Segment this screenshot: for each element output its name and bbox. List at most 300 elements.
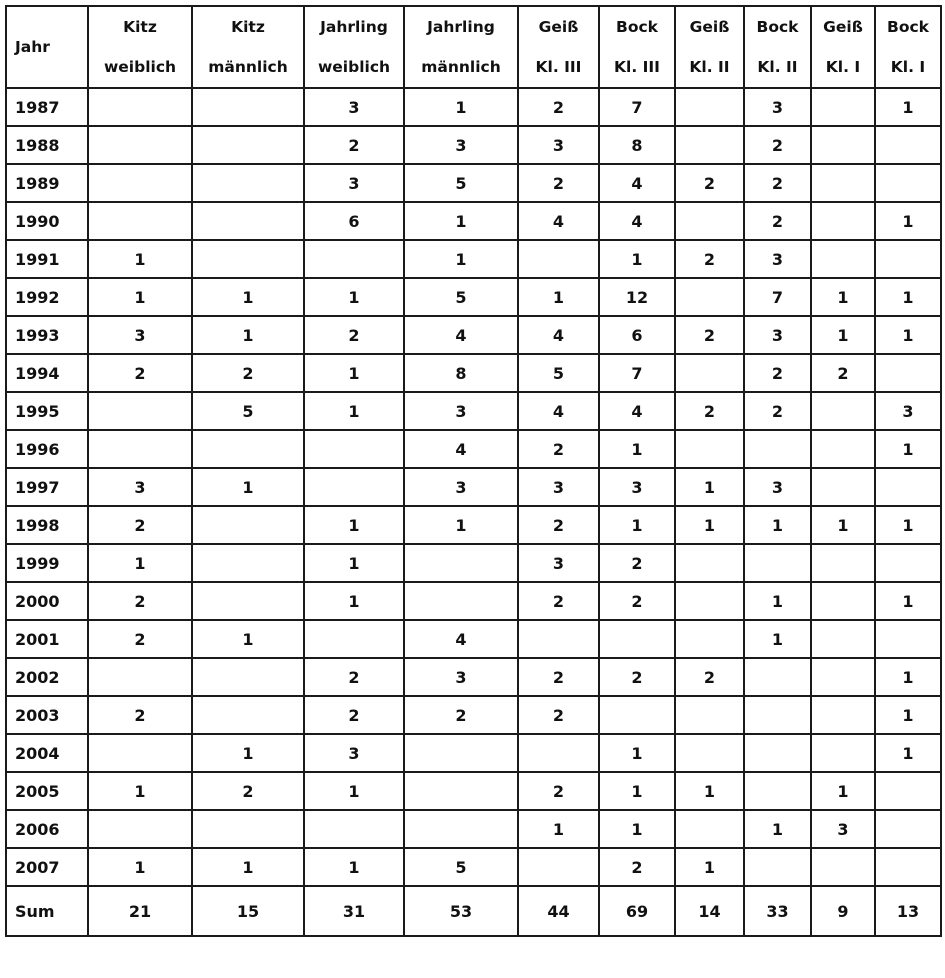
count-cell: 1: [518, 810, 599, 848]
sum-cell: 69: [599, 886, 675, 936]
table-row: [6, 392, 941, 430]
count-cell: [192, 658, 304, 696]
count-cell: [744, 848, 811, 886]
count-cell: 4: [404, 620, 518, 658]
column-header: [675, 6, 744, 88]
count-cell: 3: [88, 316, 192, 354]
year-cell: 1996: [6, 430, 88, 468]
table-row: [6, 202, 941, 240]
column-header-line2: Kl. III: [535, 58, 582, 76]
sum-cell: 13: [875, 886, 941, 936]
column-header-line1: Jahrling: [427, 18, 495, 36]
count-cell: [518, 734, 599, 772]
column-header-line2: weiblich: [103, 58, 177, 76]
year-cell: 1997: [6, 468, 88, 506]
count-cell: [304, 468, 404, 506]
column-header: [304, 6, 404, 88]
count-cell: [404, 582, 518, 620]
count-cell: 3: [304, 164, 404, 202]
count-cell: 1: [875, 202, 941, 240]
count-cell: [875, 354, 941, 392]
count-cell: [404, 810, 518, 848]
count-cell: [811, 658, 875, 696]
count-cell: 2: [518, 696, 599, 734]
count-cell: 1: [304, 544, 404, 582]
count-cell: [304, 240, 404, 278]
count-cell: 2: [744, 164, 811, 202]
count-cell: [811, 240, 875, 278]
count-cell: 1: [744, 506, 811, 544]
count-cell: 2: [599, 544, 675, 582]
table-row: [6, 620, 941, 658]
sum-cell: 53: [404, 886, 518, 936]
table-container: [5, 5, 942, 937]
count-cell: 1: [404, 88, 518, 126]
count-cell: 1: [192, 848, 304, 886]
count-cell: 8: [599, 126, 675, 164]
count-cell: [875, 772, 941, 810]
count-cell: 3: [304, 88, 404, 126]
count-cell: [404, 734, 518, 772]
table-row: [6, 316, 941, 354]
sum-label: Sum: [6, 886, 88, 936]
column-header-line1: Geiß: [823, 18, 863, 36]
count-cell: 8: [404, 354, 518, 392]
sum-cell: 14: [675, 886, 744, 936]
column-header-line2: Kl. III: [614, 58, 660, 76]
column-header-line2: Kl. I: [890, 58, 926, 76]
count-cell: [811, 544, 875, 582]
count-cell: 2: [88, 582, 192, 620]
count-cell: 1: [875, 88, 941, 126]
count-cell: 1: [404, 506, 518, 544]
table-row: [6, 468, 941, 506]
count-cell: 4: [599, 164, 675, 202]
sum-cell: 33: [744, 886, 811, 936]
column-header-line1: Bock: [887, 18, 929, 36]
year-cell: 1987: [6, 88, 88, 126]
count-cell: 5: [404, 278, 518, 316]
count-cell: [675, 430, 744, 468]
count-cell: [304, 810, 404, 848]
count-cell: 1: [811, 278, 875, 316]
table-row: [6, 544, 941, 582]
year-cell: 1992: [6, 278, 88, 316]
count-cell: 6: [304, 202, 404, 240]
year-cell: 2004: [6, 734, 88, 772]
table-row: [6, 354, 941, 392]
sum-cell: 44: [518, 886, 599, 936]
count-cell: 2: [811, 354, 875, 392]
count-cell: 4: [599, 202, 675, 240]
column-header-line1: Geiß: [538, 18, 579, 36]
count-cell: 5: [192, 392, 304, 430]
count-cell: 1: [875, 430, 941, 468]
count-cell: [675, 354, 744, 392]
count-cell: 2: [192, 354, 304, 392]
count-cell: 7: [744, 278, 811, 316]
year-cell: 1989: [6, 164, 88, 202]
count-cell: [404, 544, 518, 582]
count-cell: 1: [192, 468, 304, 506]
count-cell: [88, 126, 192, 164]
count-cell: 1: [304, 506, 404, 544]
count-cell: 1: [88, 278, 192, 316]
count-cell: [875, 810, 941, 848]
year-cell: 1995: [6, 392, 88, 430]
column-header-line2: weiblich: [317, 58, 391, 76]
year-cell: 2001: [6, 620, 88, 658]
year-cell: 2002: [6, 658, 88, 696]
column-header-line2: Kl. I: [825, 58, 861, 76]
count-cell: 2: [304, 316, 404, 354]
table-row: [6, 848, 941, 886]
count-cell: 2: [88, 354, 192, 392]
count-cell: [811, 126, 875, 164]
count-cell: 1: [88, 240, 192, 278]
count-cell: 1: [88, 848, 192, 886]
count-cell: 2: [675, 658, 744, 696]
count-cell: [675, 810, 744, 848]
count-cell: 12: [599, 278, 675, 316]
count-cell: 2: [518, 658, 599, 696]
count-cell: 3: [599, 468, 675, 506]
sum-cell: 31: [304, 886, 404, 936]
year-cell: 1993: [6, 316, 88, 354]
column-header-label: Jahr: [15, 38, 50, 56]
count-cell: [88, 88, 192, 126]
count-cell: [88, 658, 192, 696]
count-cell: [88, 164, 192, 202]
column-header: [88, 6, 192, 88]
count-cell: 2: [404, 696, 518, 734]
count-cell: 1: [304, 848, 404, 886]
count-cell: 1: [811, 506, 875, 544]
count-cell: [518, 848, 599, 886]
count-cell: [518, 240, 599, 278]
count-cell: 2: [599, 658, 675, 696]
count-cell: 2: [518, 430, 599, 468]
count-cell: 1: [404, 240, 518, 278]
count-cell: [192, 544, 304, 582]
count-cell: [675, 734, 744, 772]
count-cell: [192, 202, 304, 240]
count-cell: [675, 696, 744, 734]
sum-row: [6, 886, 941, 936]
sum-cell: 15: [192, 886, 304, 936]
count-cell: 3: [744, 240, 811, 278]
count-cell: 2: [88, 620, 192, 658]
count-cell: [675, 620, 744, 658]
count-cell: [192, 506, 304, 544]
column-header-line1: Jahrling: [320, 18, 388, 36]
column-header-line2: männlich: [208, 58, 288, 76]
year-cell: 1998: [6, 506, 88, 544]
count-cell: [811, 734, 875, 772]
count-cell: 2: [675, 240, 744, 278]
column-header: [518, 6, 599, 88]
count-cell: 5: [518, 354, 599, 392]
count-cell: 1: [599, 772, 675, 810]
count-cell: 4: [518, 392, 599, 430]
count-cell: 1: [599, 810, 675, 848]
table-row: [6, 240, 941, 278]
count-cell: 3: [811, 810, 875, 848]
count-cell: [744, 696, 811, 734]
column-header-line2: Kl. II: [757, 58, 798, 76]
count-cell: [675, 126, 744, 164]
count-cell: [192, 88, 304, 126]
count-cell: [404, 772, 518, 810]
count-cell: 4: [404, 430, 518, 468]
count-cell: 1: [192, 620, 304, 658]
column-header-line2: Kl. II: [689, 58, 730, 76]
count-cell: [811, 88, 875, 126]
year-cell: 1999: [6, 544, 88, 582]
count-cell: 3: [404, 658, 518, 696]
count-cell: 3: [404, 392, 518, 430]
count-cell: 2: [518, 582, 599, 620]
count-cell: [192, 696, 304, 734]
count-cell: 1: [599, 430, 675, 468]
count-cell: 1: [744, 810, 811, 848]
table-row: [6, 88, 941, 126]
count-cell: [88, 810, 192, 848]
count-cell: 3: [875, 392, 941, 430]
count-cell: [88, 392, 192, 430]
count-cell: [875, 544, 941, 582]
count-cell: 7: [599, 354, 675, 392]
count-cell: 1: [518, 278, 599, 316]
count-cell: [518, 620, 599, 658]
column-header: [875, 6, 941, 88]
count-cell: 1: [744, 582, 811, 620]
count-cell: 2: [518, 164, 599, 202]
count-cell: [675, 278, 744, 316]
table-row: [6, 582, 941, 620]
count-cell: 2: [518, 772, 599, 810]
count-cell: 2: [675, 164, 744, 202]
year-cell: 1994: [6, 354, 88, 392]
count-cell: [744, 734, 811, 772]
count-cell: [675, 582, 744, 620]
count-cell: 7: [599, 88, 675, 126]
count-cell: 1: [192, 734, 304, 772]
count-cell: [811, 620, 875, 658]
count-cell: [88, 202, 192, 240]
count-cell: 3: [88, 468, 192, 506]
count-cell: [599, 620, 675, 658]
year-cell: 1991: [6, 240, 88, 278]
count-cell: 5: [404, 848, 518, 886]
table-row: [6, 810, 941, 848]
table-row: [6, 126, 941, 164]
count-cell: 3: [304, 734, 404, 772]
count-cell: 2: [744, 354, 811, 392]
count-cell: [599, 696, 675, 734]
count-cell: 2: [744, 126, 811, 164]
count-cell: [744, 772, 811, 810]
column-header-line1: Kitz: [231, 18, 265, 36]
count-cell: 1: [88, 544, 192, 582]
year-cell: 1990: [6, 202, 88, 240]
count-cell: [875, 468, 941, 506]
count-cell: 4: [404, 316, 518, 354]
count-cell: 1: [304, 354, 404, 392]
count-cell: 1: [304, 582, 404, 620]
count-cell: [875, 164, 941, 202]
count-cell: 1: [875, 696, 941, 734]
count-cell: 1: [875, 316, 941, 354]
count-cell: 3: [404, 468, 518, 506]
column-header: [744, 6, 811, 88]
table-body: [6, 88, 941, 936]
count-cell: [192, 164, 304, 202]
column-header: [599, 6, 675, 88]
column-header: [404, 6, 518, 88]
count-cell: 1: [304, 278, 404, 316]
count-cell: 2: [518, 506, 599, 544]
column-header-jahr: [6, 6, 88, 88]
count-cell: 2: [744, 202, 811, 240]
count-cell: 1: [675, 468, 744, 506]
count-cell: 1: [192, 316, 304, 354]
count-cell: 1: [675, 772, 744, 810]
count-cell: 3: [518, 468, 599, 506]
hunting-statistics-table: [5, 5, 942, 937]
count-cell: 4: [599, 392, 675, 430]
table-row: [6, 506, 941, 544]
count-cell: 3: [518, 544, 599, 582]
count-cell: [744, 430, 811, 468]
count-cell: [192, 582, 304, 620]
header-row: [6, 6, 941, 88]
count-cell: 2: [192, 772, 304, 810]
count-cell: 1: [304, 392, 404, 430]
table-row: [6, 164, 941, 202]
sum-cell: 9: [811, 886, 875, 936]
count-cell: [875, 620, 941, 658]
count-cell: [304, 430, 404, 468]
count-cell: [811, 202, 875, 240]
count-cell: [811, 848, 875, 886]
count-cell: [675, 544, 744, 582]
count-cell: [88, 430, 192, 468]
count-cell: 1: [404, 202, 518, 240]
count-cell: 2: [675, 392, 744, 430]
count-cell: [744, 658, 811, 696]
count-cell: [811, 164, 875, 202]
count-cell: [192, 810, 304, 848]
count-cell: 2: [88, 696, 192, 734]
count-cell: 1: [304, 772, 404, 810]
count-cell: 1: [675, 506, 744, 544]
count-cell: 2: [675, 316, 744, 354]
table-row: [6, 278, 941, 316]
count-cell: 1: [599, 240, 675, 278]
count-cell: [675, 202, 744, 240]
year-cell: 2003: [6, 696, 88, 734]
count-cell: 3: [744, 316, 811, 354]
count-cell: [811, 392, 875, 430]
column-header-line2: männlich: [421, 58, 501, 76]
count-cell: 1: [88, 772, 192, 810]
count-cell: [744, 544, 811, 582]
count-cell: 3: [744, 88, 811, 126]
count-cell: 1: [875, 506, 941, 544]
count-cell: 2: [518, 88, 599, 126]
table-header: [6, 6, 941, 88]
count-cell: 2: [599, 582, 675, 620]
count-cell: 5: [404, 164, 518, 202]
column-header: [192, 6, 304, 88]
count-cell: 3: [518, 126, 599, 164]
year-cell: 2005: [6, 772, 88, 810]
count-cell: [811, 468, 875, 506]
table-row: [6, 430, 941, 468]
count-cell: 1: [875, 278, 941, 316]
count-cell: [675, 88, 744, 126]
count-cell: [875, 126, 941, 164]
year-cell: 2007: [6, 848, 88, 886]
column-header-line1: Bock: [616, 18, 658, 36]
count-cell: 2: [304, 696, 404, 734]
count-cell: 1: [811, 316, 875, 354]
count-cell: 1: [875, 658, 941, 696]
count-cell: 2: [88, 506, 192, 544]
count-cell: [875, 848, 941, 886]
count-cell: 1: [192, 278, 304, 316]
count-cell: [192, 430, 304, 468]
count-cell: 3: [404, 126, 518, 164]
count-cell: [192, 126, 304, 164]
count-cell: [811, 582, 875, 620]
count-cell: 2: [304, 658, 404, 696]
column-header-line1: Kitz: [123, 18, 157, 36]
table-row: [6, 696, 941, 734]
table-row: [6, 658, 941, 696]
column-header: [811, 6, 875, 88]
count-cell: 1: [744, 620, 811, 658]
count-cell: 4: [518, 202, 599, 240]
count-cell: [304, 620, 404, 658]
year-cell: 2006: [6, 810, 88, 848]
count-cell: 3: [744, 468, 811, 506]
count-cell: [811, 430, 875, 468]
count-cell: 1: [599, 734, 675, 772]
count-cell: 2: [599, 848, 675, 886]
year-cell: 1988: [6, 126, 88, 164]
count-cell: [811, 696, 875, 734]
count-cell: 2: [744, 392, 811, 430]
year-cell: 2000: [6, 582, 88, 620]
count-cell: 4: [518, 316, 599, 354]
count-cell: [875, 240, 941, 278]
table-row: [6, 734, 941, 772]
count-cell: 1: [875, 582, 941, 620]
count-cell: [88, 734, 192, 772]
column-header-line1: Geiß: [689, 18, 730, 36]
sum-cell: 21: [88, 886, 192, 936]
count-cell: 1: [811, 772, 875, 810]
table-row: [6, 772, 941, 810]
count-cell: 1: [599, 506, 675, 544]
count-cell: 1: [675, 848, 744, 886]
count-cell: 6: [599, 316, 675, 354]
column-header-line1: Bock: [756, 18, 799, 36]
count-cell: 2: [304, 126, 404, 164]
count-cell: 1: [875, 734, 941, 772]
